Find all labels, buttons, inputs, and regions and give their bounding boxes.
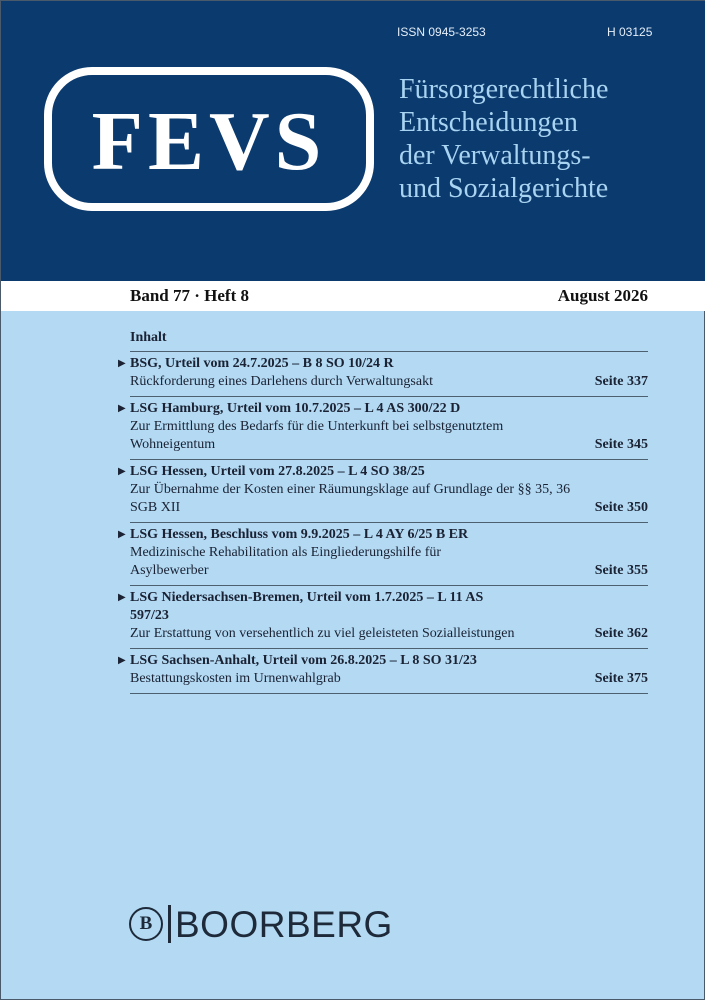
- table-of-contents: [118, 329, 648, 694]
- issue-bar: [1, 281, 705, 311]
- contents-entry: [118, 586, 648, 649]
- contents-entry: [118, 460, 648, 523]
- entry-page: Seite 350: [594, 500, 648, 515]
- title-line: Fürsorgerechtliche: [399, 74, 609, 105]
- entry-page: Seite 337: [594, 374, 648, 389]
- triangle-right-icon: ▶: [118, 529, 126, 540]
- triangle-right-icon: ▶: [118, 358, 126, 369]
- publisher-divider: [168, 905, 171, 943]
- entry-court: LSG Hessen, Beschluss vom 9.9.2025 – L 4 AY 6/25 B ER: [130, 527, 469, 542]
- triangle-right-icon: ▶: [118, 466, 126, 477]
- entry-subject: Zur Ermittlung des Bedarfs für die Unterkunft bei selbstgenutztem Wohneigentum: [130, 419, 504, 452]
- triangle-right-icon: ▶: [118, 403, 126, 414]
- entry-subject: Zur Übernahme der Kosten einer Räumungsklage auf Grundlage der §§ 35, 36 SGB XII: [130, 482, 571, 515]
- publisher-mark: B: [139, 913, 153, 934]
- triangle-right-icon: ▶: [118, 592, 126, 603]
- logo-text: FEVS: [91, 95, 327, 188]
- issue-date: August 2026: [557, 286, 648, 305]
- triangle-right-icon: ▶: [118, 655, 126, 666]
- title-line: und Sozialgerichte: [399, 173, 609, 204]
- publisher-emblem-icon: [129, 907, 163, 941]
- entry-subject: Zur Erstattung von versehentlich zu viel geleisteten Sozialleistungen: [130, 626, 515, 641]
- entry-court: BSG, Urteil vom 24.7.2025 – B 8 SO 10/24 R: [130, 356, 394, 371]
- contents-entry: [118, 649, 648, 694]
- entry-court: LSG Hamburg, Urteil vom 10.7.2025 – L 4 AS 300/22 D: [130, 401, 461, 416]
- entry-subject: Rückforderung eines Darlehens durch Verwaltungsakt: [130, 374, 433, 389]
- entry-page: Seite 345: [594, 437, 648, 452]
- title-line: Entscheidungen: [399, 107, 578, 138]
- contents-entry: [118, 523, 648, 586]
- contents-entry: [118, 397, 648, 460]
- entry-page: Seite 355: [594, 563, 648, 578]
- entry-subject: Medizinische Rehabilitation als Eingliederungshilfe für Asylbewerber: [130, 545, 442, 578]
- cover-header: [1, 1, 705, 281]
- h-number: H 03125: [607, 25, 653, 39]
- journal-logo: [44, 67, 374, 211]
- entry-court: LSG Sachsen-Anhalt, Urteil vom 26.8.2025 – L 8 SO 31/23: [130, 653, 477, 668]
- entry-page: Seite 375: [594, 671, 648, 686]
- entry-court: LSG Hessen, Urteil vom 27.8.2025 – L 4 SO 38/25: [130, 464, 425, 479]
- entry-court: LSG Niedersachsen-Bremen, Urteil vom 1.7.2025 – L 11 AS 597/23: [130, 590, 484, 623]
- contents-entry: [118, 352, 648, 397]
- entry-page: Seite 362: [594, 626, 648, 641]
- volume-issue: Band 77 · Heft 8: [130, 286, 250, 305]
- entry-subject: Bestattungskosten im Urnenwahlgrab: [130, 671, 341, 686]
- issn-number: ISSN 0945-3253: [397, 25, 486, 39]
- journal-title: [399, 73, 699, 205]
- contents-heading: Inhalt: [130, 329, 648, 352]
- publisher-logo: [129, 905, 393, 943]
- title-line: der Verwaltungs-: [399, 140, 591, 171]
- publisher-name: BOORBERG: [175, 903, 393, 945]
